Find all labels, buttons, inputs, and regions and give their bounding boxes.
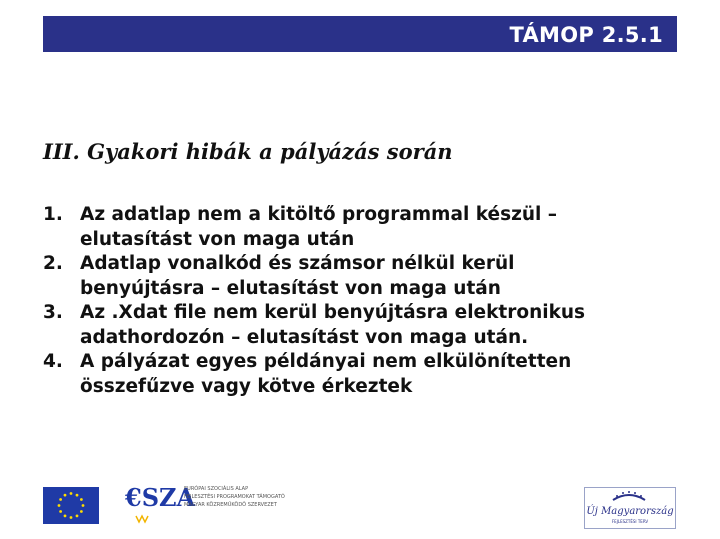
um-logo-subtext: FEJLESZTÉSI TERV xyxy=(611,519,649,524)
list-item-line: A pályázat egyes példányai nem elkülönítetten xyxy=(80,351,572,372)
eu-star-icon xyxy=(82,504,85,507)
eu-flag-icon xyxy=(43,487,99,524)
um-logo-text: Új Magyarország xyxy=(586,506,674,517)
error-list xyxy=(43,203,693,399)
eu-star-icon xyxy=(59,510,62,513)
esza-caption-line: MAGYAR KÖZREMŰKÖDŐ SZERVEZET xyxy=(184,502,277,508)
list-item xyxy=(43,350,693,399)
esza-caption-line: EURÓPAI SZOCIÁLIS ALAP xyxy=(184,486,249,492)
list-item-number: 4. xyxy=(43,351,63,372)
list-item-line: összefűzve vagy kötve érkeztek xyxy=(80,375,413,397)
eu-star-icon xyxy=(76,514,79,517)
list-item-line: elutasítást von maga után xyxy=(80,228,355,250)
list-item-line: benyújtásra – elutasítást von maga után xyxy=(80,277,501,299)
header-bar xyxy=(43,16,677,52)
list-item xyxy=(43,301,693,350)
eu-star-icon xyxy=(64,494,67,497)
list-item-line: adathordozón – elutasítást von maga után. xyxy=(80,326,529,348)
eu-star-icon xyxy=(64,514,67,517)
header-title: TÁMOP 2.5.1 xyxy=(509,23,663,47)
eu-star-icon xyxy=(70,492,73,495)
esza-caption-line: FEJLESZTÉSI PROGRAMOKAT TÁMOGATÓ xyxy=(184,494,285,500)
list-item-line: Adatlap vonalkód és számsor nélkül kerül xyxy=(80,253,515,274)
eu-star-icon xyxy=(80,510,83,513)
esza-mark: €SZA xyxy=(125,483,196,512)
list-item xyxy=(43,252,693,301)
list-item-line: Az .Xdat file nem kerül benyújtásra elektronikus xyxy=(80,302,586,323)
eu-star-icon xyxy=(59,498,62,501)
eu-star-icon xyxy=(70,516,73,519)
eu-star-icon xyxy=(76,494,79,497)
list-item-number: 2. xyxy=(43,253,63,274)
eu-star-icon xyxy=(80,498,83,501)
list-item-line: Az adatlap nem a kitöltő programmal készül – xyxy=(80,204,558,225)
list-item-number: 1. xyxy=(43,204,63,225)
esza-logo-icon xyxy=(122,472,285,528)
eu-flag-stars xyxy=(43,487,99,524)
list-item-number: 3. xyxy=(43,302,63,323)
eu-star-icon xyxy=(58,504,61,507)
list-item xyxy=(43,203,693,252)
slide-heading: III. Gyakori hibák a pályázás során xyxy=(43,139,453,164)
uj-magyarorszag-logo-icon xyxy=(584,487,676,529)
